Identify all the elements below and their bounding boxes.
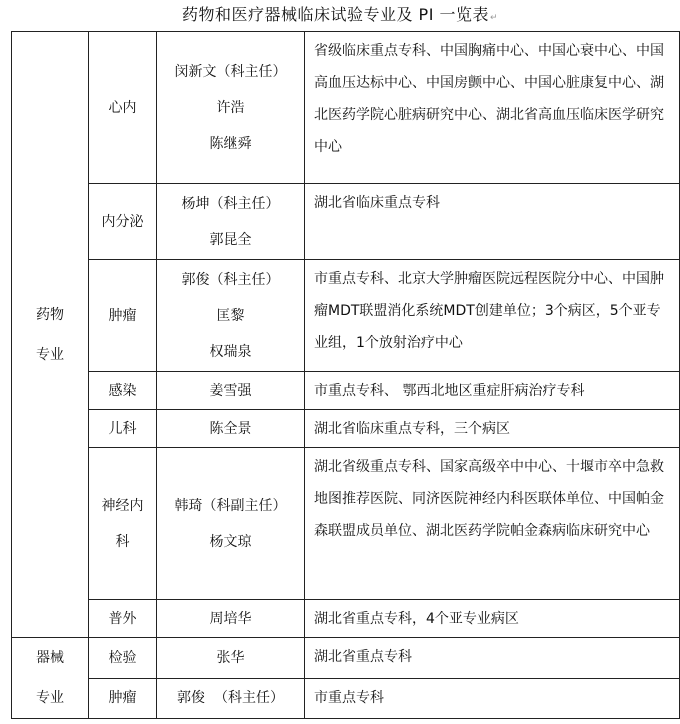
department-cell [89,448,157,600]
description-cell: 市重点专科 [305,678,680,719]
pi-name: 郭俊（科主任） [181,271,280,288]
category-line: 药物 [36,306,64,323]
description-cell: 市重点专科、北京大学肿瘤医院远程医院分中心、中国肿瘤MDT联盟消化系统MDT创建单位；3个病区，5个亚专业组，1个放射治疗中心 [305,260,680,372]
department-cell: 肿瘤 [89,678,157,719]
pi-cell [157,410,305,448]
pi-name: 陈继舜 [209,135,252,152]
table-row [12,32,680,184]
table-row [12,600,680,638]
title-text: 药物和医疗器械临床试验专业及 PI 一览表 [181,5,489,24]
pi-cell [157,448,305,600]
pi-name: 张华 [216,649,245,666]
category-cell-drug [12,32,89,638]
department-cell: 感染 [89,372,157,410]
category-line: 专业 [36,690,64,706]
pi-name: 陈全景 [209,420,252,437]
pi-cell [157,678,305,719]
pi-cell [157,372,305,410]
table-row [12,410,680,448]
pi-name: 韩琦（科副主任） [174,497,287,514]
department-name: 神经内科 [101,497,144,550]
document-title [0,2,680,28]
pi-name: 郭俊 （科主任） [177,690,284,707]
pi-cell [157,600,305,638]
description-cell: 湖北省重点专科，4个亚专业病区 [305,600,680,638]
category-line: 器械 [36,650,64,666]
table-row [12,372,680,410]
description-cell: 湖北省临床重点专科，三个病区 [305,410,680,448]
pi-name: 杨坤（科主任） [181,195,280,212]
department-cell: 心内 [89,32,157,184]
department-cell: 普外 [89,600,157,638]
department-cell: 内分泌 [89,184,157,260]
pi-name: 郭昆全 [209,231,252,248]
pi-name: 杨文琼 [209,533,252,550]
pi-name: 姜雪强 [209,382,252,399]
department-cell: 检验 [89,638,157,679]
description-cell: 湖北省临床重点专科 [305,184,680,260]
pi-name: 闵新文（科主任） [174,63,287,80]
description-cell: 湖北省重点专科 [305,638,680,679]
pi-name: 权瑞泉 [209,343,252,360]
department-cell: 肿瘤 [89,260,157,372]
pi-name: 匡黎 [216,307,245,324]
department-cell: 儿科 [89,410,157,448]
description-cell: 市重点专科、 鄂西北地区重症肝病治疗专科 [305,372,680,410]
pi-cell [157,184,305,260]
description-cell: 湖北省级重点专科、国家高级卒中中心、十堰市卒中急救地图推荐医院、同济医院神经内科医联体单位、中国帕金森联盟成员单位、湖北医药学院帕金森病临床研究中心 [305,448,680,600]
category-line: 专业 [36,346,64,363]
table-row [12,448,680,600]
pi-name: 周培华 [209,610,252,627]
pi-table [11,31,680,719]
table-row [12,184,680,260]
table-row [12,260,680,372]
pi-cell [157,260,305,372]
description-cell: 省级临床重点专科、中国胸痛中心、中国心衰中心、中国高血压达标中心、中国房颤中心、中国心脏康复中心、湖北医药学院心脏病研究中心、湖北省高血压临床医学研究中心 [305,32,680,184]
table-row [12,678,680,719]
paragraph-mark-icon: ↵ [490,13,499,23]
category-cell-device [12,638,89,719]
pi-name: 许浩 [216,99,245,116]
pi-cell [157,32,305,184]
table-row [12,638,680,679]
pi-cell [157,638,305,679]
